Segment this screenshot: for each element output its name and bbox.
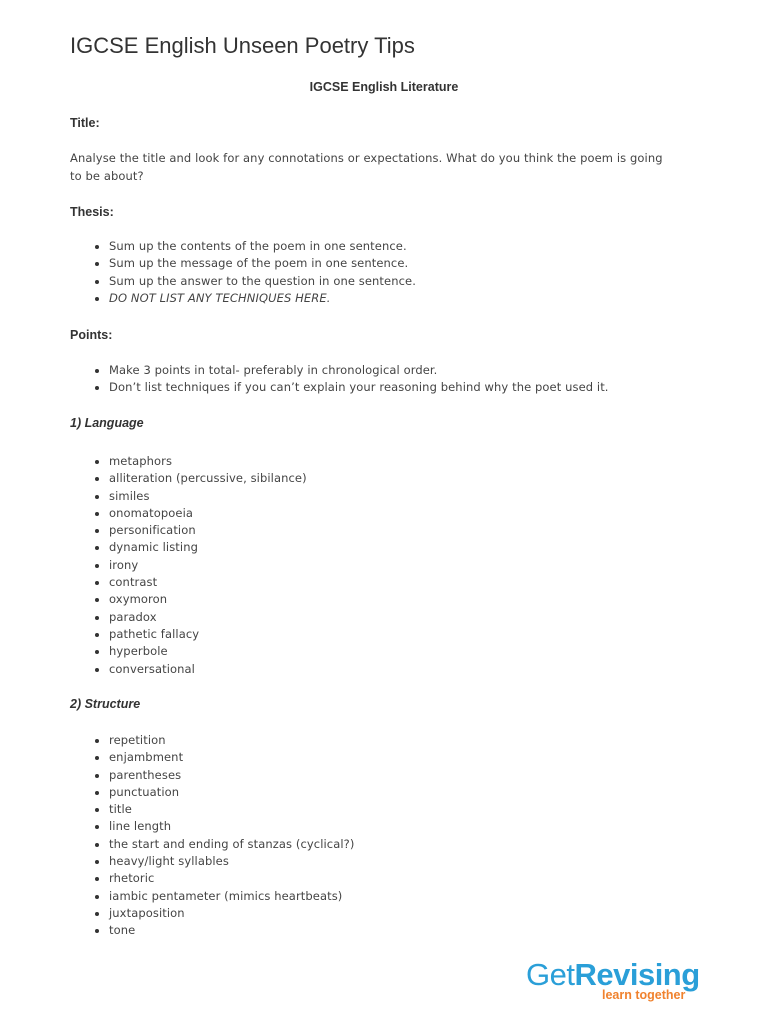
list-item: title <box>70 801 710 818</box>
list-item: parentheses <box>70 767 710 784</box>
list-item: paradox <box>70 609 710 626</box>
logo-revising-text: Revising <box>574 957 700 992</box>
list-item: punctuation <box>70 784 710 801</box>
document-subtitle: IGCSE English Literature <box>309 80 459 94</box>
list-item: dynamic listing <box>70 539 710 556</box>
list-item: Sum up the contents of the poem in one sentence. <box>70 238 710 255</box>
document-title: IGCSE English Unseen Poetry Tips <box>70 33 415 58</box>
language-list-wrap <box>70 453 710 678</box>
getrevising-logo <box>526 958 726 1008</box>
list-item: repetition <box>70 732 710 749</box>
title-paragraph-line: to be about? <box>70 168 144 183</box>
list-item: similes <box>70 488 710 505</box>
list-item: metaphors <box>70 453 710 470</box>
list-item: irony <box>70 557 710 574</box>
section-title <box>70 116 710 130</box>
list-item: rhetoric <box>70 870 710 887</box>
list-item: DO NOT LIST ANY TECHNIQUES HERE. <box>70 290 710 307</box>
structure-list <box>70 732 710 940</box>
thesis-list-wrap <box>70 238 710 307</box>
logo-wordmark <box>526 958 700 992</box>
list-item: alliteration (percussive, sibilance) <box>70 470 710 487</box>
list-item: line length <box>70 818 710 835</box>
list-item: pathetic fallacy <box>70 626 710 643</box>
list-item: personification <box>70 522 710 539</box>
thesis-list <box>70 238 710 307</box>
section-heading-structure: 2) Structure <box>70 697 141 711</box>
section-heading-language: 1) Language <box>70 416 144 430</box>
list-item: juxtaposition <box>70 905 710 922</box>
list-item: iambic pentameter (mimics heartbeats) <box>70 888 710 905</box>
logo-get-text: Get <box>526 957 575 992</box>
list-item: Make 3 points in total- preferably in chronological order. <box>70 362 710 379</box>
section-heading-title: Title: <box>70 116 100 130</box>
list-item: the start and ending of stanzas (cyclical?) <box>70 836 710 853</box>
list-item: contrast <box>70 574 710 591</box>
list-item: enjambment <box>70 749 710 766</box>
logo-tagline: learn together <box>602 988 686 1002</box>
list-item: conversational <box>70 661 710 678</box>
list-item: oxymoron <box>70 591 710 608</box>
section-structure <box>70 697 710 711</box>
section-points <box>70 328 710 342</box>
section-heading-thesis: Thesis: <box>70 205 114 219</box>
list-item: Don’t list techniques if you can’t explain your reasoning behind why the poet used it. <box>70 379 710 396</box>
points-list-wrap <box>70 362 710 397</box>
title-paragraph <box>70 150 710 185</box>
list-item: tone <box>70 922 710 939</box>
list-item: Sum up the answer to the question in one sentence. <box>70 273 710 290</box>
language-list <box>70 453 710 678</box>
list-item: onomatopoeia <box>70 505 710 522</box>
points-list <box>70 362 710 397</box>
title-paragraph-line: Analyse the title and look for any connotations or expectations. What do you think the poem is going <box>70 151 663 165</box>
list-item: hyperbole <box>70 643 710 660</box>
section-heading-points: Points: <box>70 328 113 342</box>
section-thesis <box>70 205 710 219</box>
section-language <box>70 416 710 430</box>
list-item: Sum up the message of the poem in one sentence. <box>70 255 710 272</box>
list-item: heavy/light syllables <box>70 853 710 870</box>
structure-list-wrap <box>70 732 710 940</box>
